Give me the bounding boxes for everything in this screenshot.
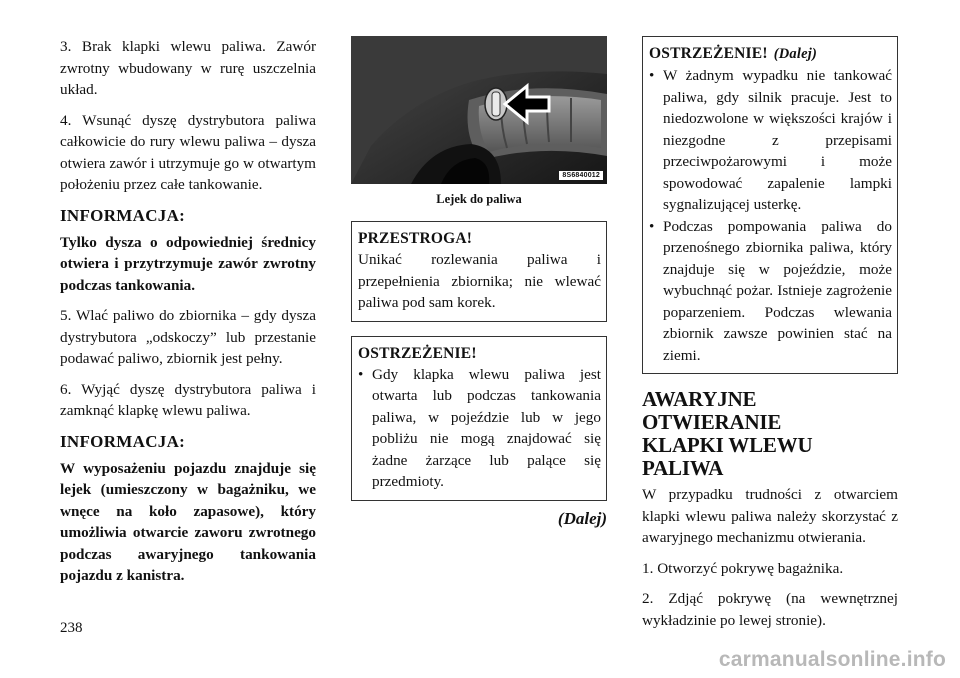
bullet-icon: • xyxy=(649,217,655,235)
warning-item: • Podczas pompowania paliwa do przenośnego zbiornika paliwa, który znajduje się w pojeździe, może wybuchnąć pożar. Istnieje zagrożenie poparzeniem. Podczas wlewania zbiornik zawsze powinien stać na ziemi. xyxy=(649,217,892,364)
right-column xyxy=(642,36,898,640)
section-intro: W przypadku trudności z otwarciem klapki wlewu paliwa należy skorzystać z awaryjnego mechanizmu otwierania. xyxy=(642,486,898,546)
warning-item: • W żadnym wypadku nie tankować paliwa, gdy silnik pracuje. Jest to niedozwolone w większości krajów i niezgodne z przepisami przeciwpożarowymi i może spowodować zapalenie lampki sygnalizującej usterkę. xyxy=(649,67,892,213)
continued-label: (Dalej) xyxy=(557,508,607,528)
middle-column xyxy=(351,36,607,529)
warning-title-continued: OSTRZEŻENIE! (Dalej) xyxy=(649,45,817,62)
warning-item: • Gdy klapka wlewu paliwa jest otwarta lub podczas tankowania paliwa, w pojeździe lub w jego pobliżu nie mogą znajdować się żadne żarzące lub palące się przedmioty. xyxy=(358,365,601,490)
warning-title: OSTRZEŻENIE! xyxy=(358,344,477,362)
info-text-1: Tylko dysza o odpowiedniej średnicy otwiera i przytrzymuje zawór zwrotny podczas tankowania. xyxy=(60,233,316,294)
step-5: 5. Wlać paliwo do zbiornika – gdy dysza dystrybutora „odskoczy” lub przestanie podawać paliwo, zbiornik jest pełny. xyxy=(60,307,316,367)
fuel-funnel-photo xyxy=(351,36,607,184)
step-4: 4. Wsunąć dyszę dystrybutora paliwa całkowicie do rury wlewu paliwa – dysza otwiera zawór i utrzymuje go w otwartym położeniu przez całe tankowanie. xyxy=(60,111,316,193)
step-6: 6. Wyjąć dyszę dystrybutora paliwa i zamknąć klapkę wlewu paliwa. xyxy=(60,380,316,419)
step-2: 2. Zdjąć pokrywę (na wewnętrznej wykładzinie po lewej stronie). xyxy=(642,590,898,629)
warning-box-continued xyxy=(642,36,898,374)
bullet-icon: • xyxy=(358,365,364,383)
figure-code: 8S6840012 xyxy=(559,171,603,180)
watermark: carmanualsonline.info xyxy=(718,648,946,671)
warning-box xyxy=(351,336,607,501)
bullet-icon: • xyxy=(649,67,655,84)
caution-text: Unikać rozlewania paliwa i przepełnienia zbiornika; nie wlewać paliwa pod sam korek. xyxy=(358,251,601,311)
continued-tag: (Dalej) xyxy=(773,46,817,62)
step-3: 3. Brak klapki wlewu paliwa. Zawór zwrotny wbudowany w rurę uszczelnia układ. xyxy=(60,38,316,98)
info-heading-1: INFORMACJA: xyxy=(60,205,186,225)
section-title: AWARYJNE OTWIERANIE KLAPKI WLEWU PALIWA xyxy=(642,387,813,480)
page-number: 238 xyxy=(60,620,83,636)
step-1: 1. Otworzyć pokrywę bagażnika. xyxy=(642,559,844,577)
caution-title: PRZESTROGA! xyxy=(358,230,473,247)
caution-box xyxy=(351,221,607,322)
info-text-2: W wyposażeniu pojazdu znajduje się lejek (umieszczony w bagażniku, we wnęce na koło zapasowe), który umożliwia otwarcie zaworu zwrotnego podczas awaryjnego tankowania pojazdu z kanistra. xyxy=(60,459,316,584)
figure-caption: Lejek do paliwa xyxy=(436,192,522,206)
info-heading-2: INFORMACJA: xyxy=(60,431,186,451)
funnel-illustration xyxy=(351,36,607,184)
left-column xyxy=(60,36,316,596)
